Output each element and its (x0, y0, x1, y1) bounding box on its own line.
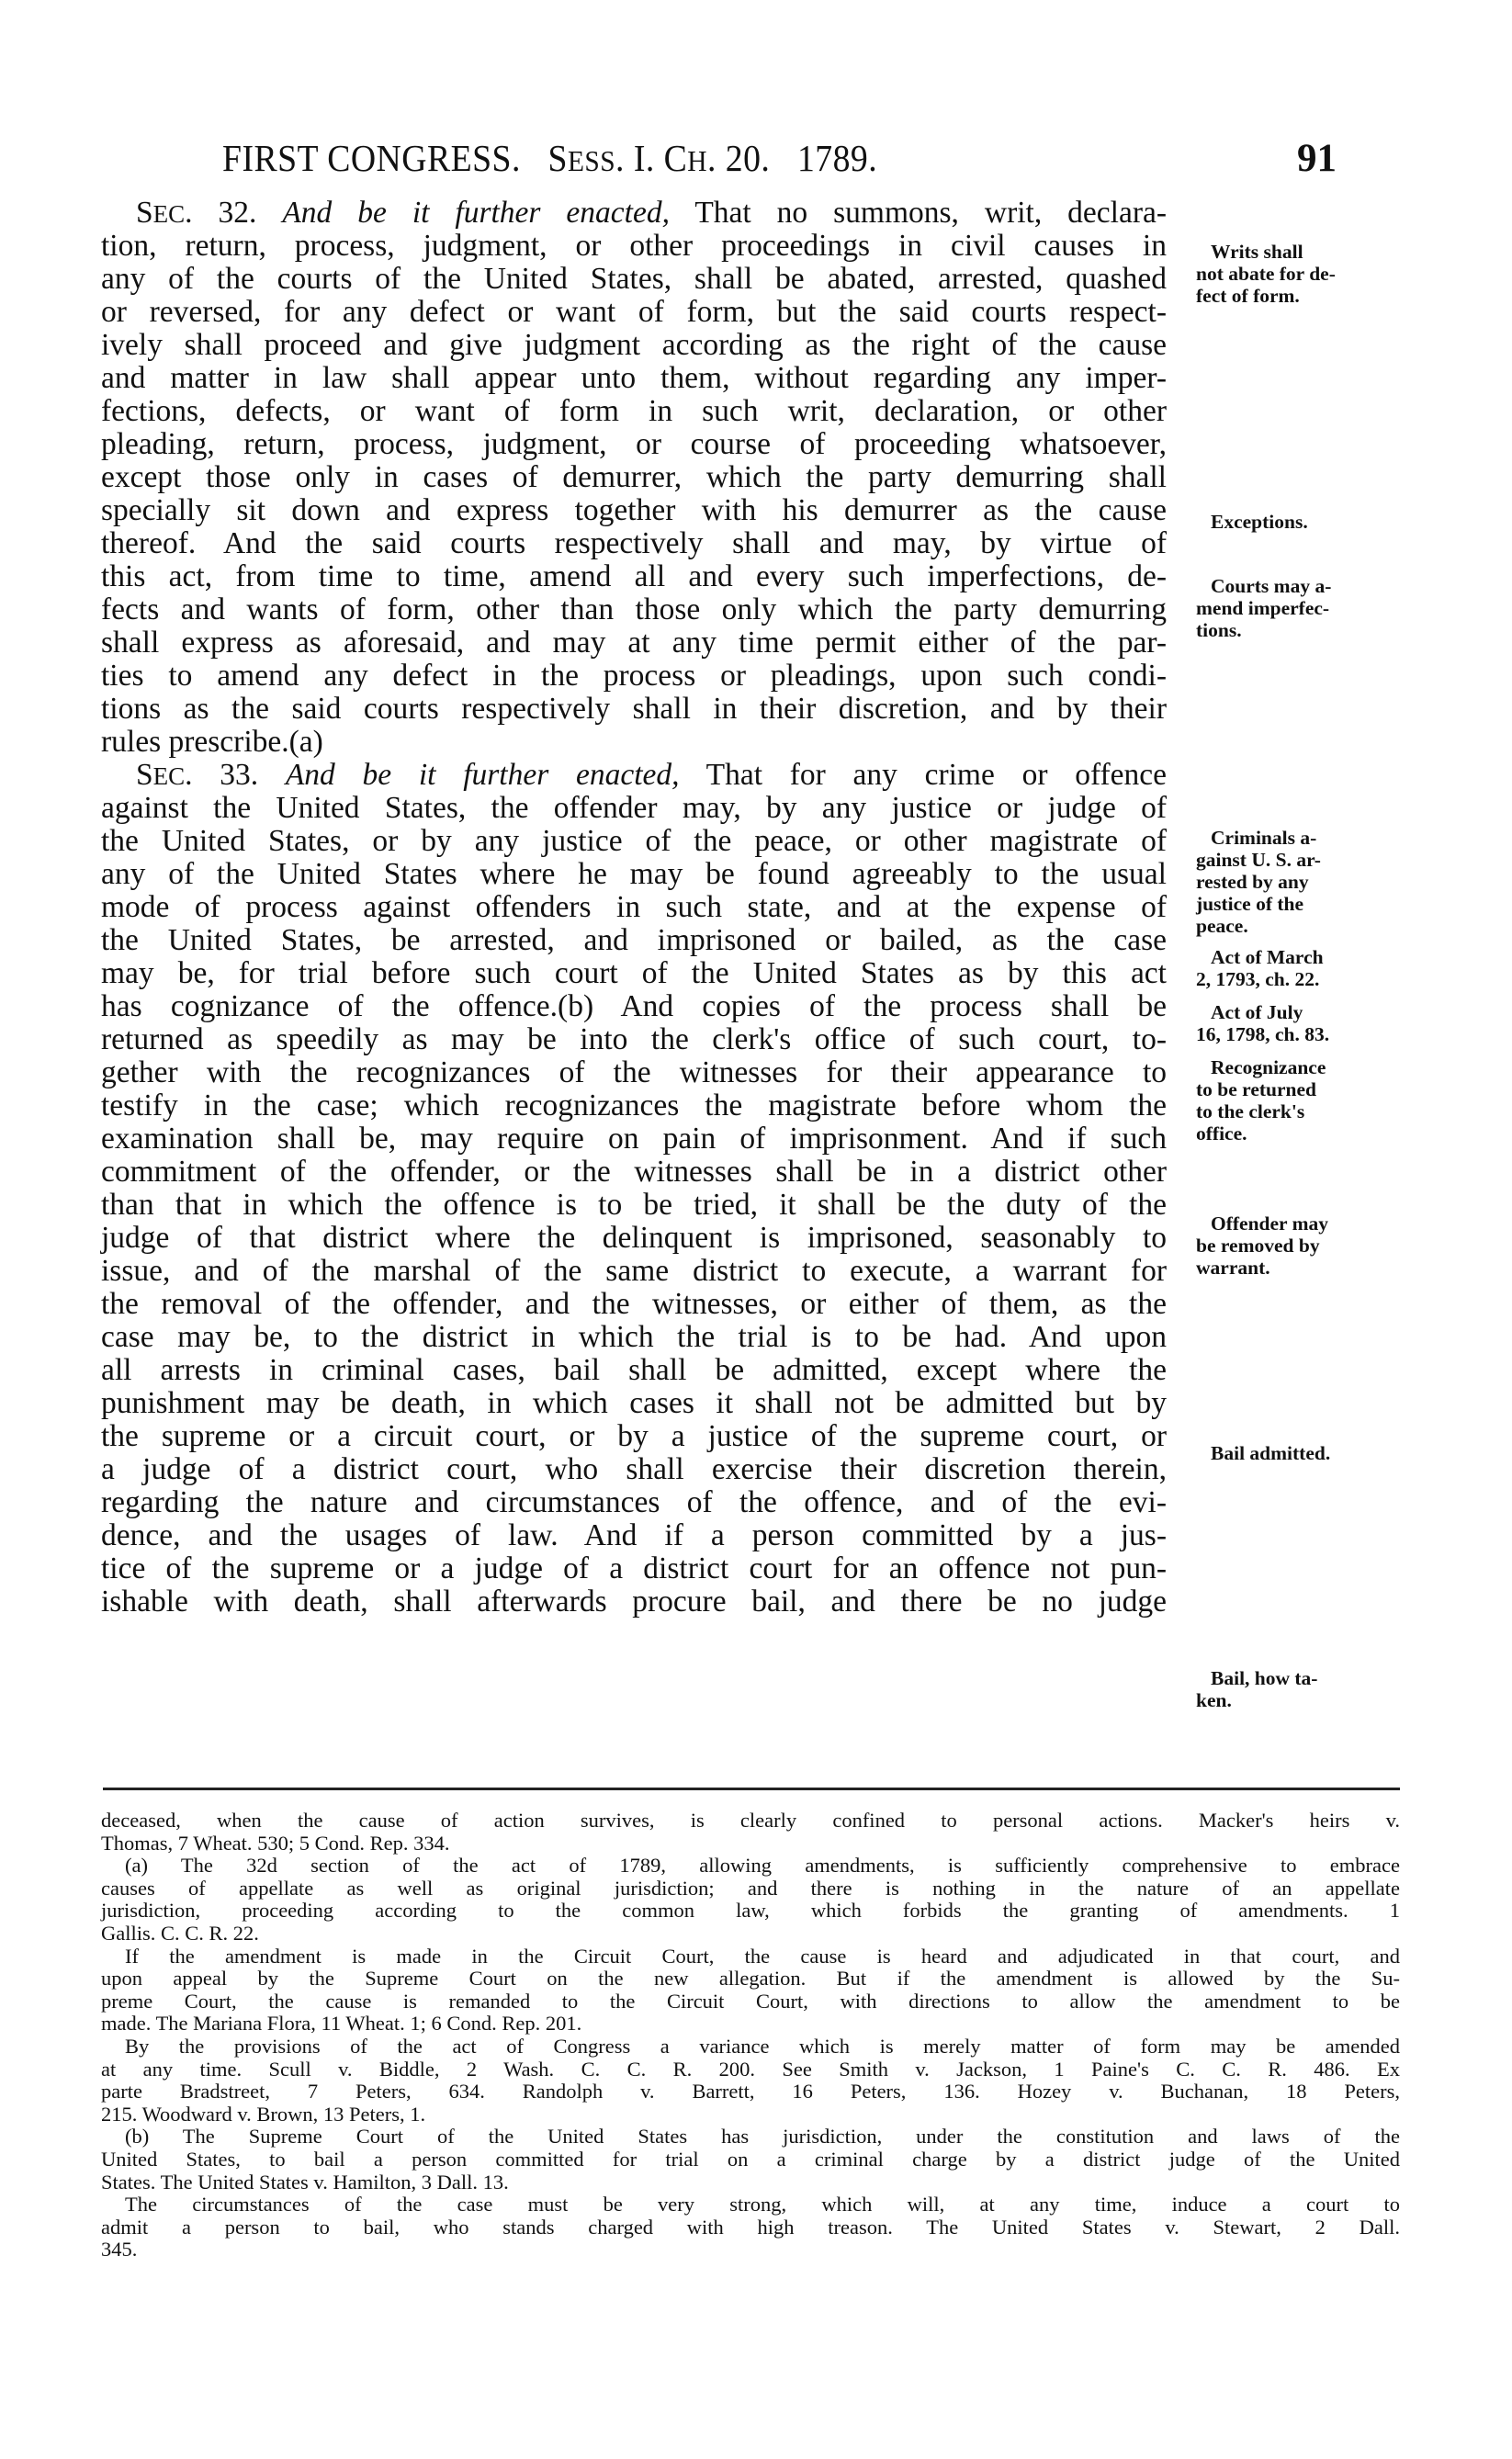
body-line: fections, defects, or want of form in such writ, declaration, or other (101, 394, 1167, 428)
marginal-note-line: Offender may (1211, 1213, 1328, 1235)
marginal-note-line: rested by any (1196, 871, 1309, 893)
footnote-line: upon appeal by the Supreme Court on the new allegation. But if the amendment is allowed by the Su- (101, 1967, 1400, 1991)
marginal-note-line: Bail admitted. (1211, 1442, 1331, 1464)
body-line: tions as the said courts respectively shall in their discretion, and by their (101, 692, 1167, 726)
session-label: SESS. I. (547, 137, 655, 179)
footnote-line: Gallis. C. C. R. 22. (101, 1921, 259, 1945)
body-line: this act, from time to time, amend all and every such imperfections, de- (101, 559, 1167, 593)
body-line: any of the United States where he may be found agreeably to the usual (101, 857, 1167, 891)
sec32-enacting-clause: And be it further enacted, (282, 196, 670, 230)
page-header (0, 136, 1512, 187)
marginal-note-line: Act of March (1211, 946, 1324, 968)
footnote-line: parte Bradstreet, 7 Peters, 634. Randolph v. Barrett, 16 Peters, 136. Hozey v. Buchanan, 18 Peters, (101, 2080, 1400, 2104)
body-line: the supreme or a circuit court, or by a justice of the supreme court, or (101, 1419, 1167, 1453)
body-line: issue, and of the marshal of the same district to execute, a warrant for (101, 1254, 1167, 1288)
body-line: the removal of the offender, and the witnesses, or either of them, as the (101, 1287, 1167, 1321)
body-line: ties to amend any defect in the process or pleadings, upon such condi- (101, 659, 1167, 693)
congress-title: FIRST CONGRESS. (222, 137, 521, 179)
footnote-line: States. The United States v. Hamilton, 3 Dall. 13. (101, 2170, 509, 2194)
footnote-line: causes of appellate as well as original jurisdiction; and there is nothing in the nature of an appellate (101, 1876, 1400, 1900)
footnotes (101, 1810, 1400, 2262)
body-line: except those only in cases of demurrer, which the party demurring shall (101, 460, 1167, 494)
body-line: ively shall proceed and give judgment according as the right of the cause (101, 328, 1167, 362)
marginal-note-line: 2, 1793, ch. 22. (1196, 968, 1320, 990)
marginal-note-line: justice of the (1196, 893, 1304, 915)
body-line: against the United States, the offender may, by any justice or judge of (101, 791, 1167, 825)
footnote-line: The circumstances of the case must be very strong, which will, at any time, induce a court to (125, 2193, 1400, 2216)
body-text (101, 197, 1167, 1619)
marginal-note-line: peace. (1196, 915, 1248, 937)
footnote-line: preme Court, the cause is remanded to the Circuit Court, with directions to allow the amendment to be (101, 1989, 1400, 2013)
marginal-note-line: gainst U. S. ar- (1196, 849, 1321, 871)
marginal-note-line: tions. (1196, 619, 1242, 641)
sec32-first-line: SEC. 32. And be it further enacted, That no summons, writ, declara- (136, 196, 1168, 230)
marginal-note-line: Recognizance (1211, 1056, 1326, 1078)
body-line: and matter in law shall appear unto them, without regarding any imper- (101, 361, 1167, 395)
marginal-note-line: Courts may a- (1211, 575, 1332, 597)
body-line: punishment may be death, in which cases it shall not be admitted but by (101, 1386, 1167, 1420)
page-number: 91 (1297, 137, 1337, 180)
body-line: any of the courts of the United States, shall be abated, arrested, quashed (101, 262, 1167, 296)
body-line: ishable with death, shall afterwards procure bail, and there be no judge (101, 1585, 1167, 1619)
sec33-enacting-clause: And be it further enacted, (285, 758, 680, 792)
marginal-note-line: Exceptions. (1211, 511, 1308, 533)
body-line: pleading, return, process, judgment, or course of proceeding whatsoever, (101, 427, 1167, 461)
marginal-note-bail-admitted (1196, 1442, 1361, 1464)
body-line: case may be, to the district in which the trial is to be had. And upon (101, 1320, 1167, 1354)
marginal-note-courts-amend (1196, 575, 1361, 641)
sec32-label: SEC. 32. (136, 196, 257, 230)
footnote-line: at any time. Scull v. Biddle, 2 Wash. C. C. R. 200. See Smith v. Jackson, 1 Paine's C. C. R. 486. Ex (101, 2057, 1400, 2081)
marginal-note-line: be removed by (1196, 1235, 1320, 1257)
body-line: returned as speedily as may be into the clerk's office of such court, to- (101, 1022, 1167, 1056)
marginal-note-line: not abate for de- (1196, 263, 1336, 285)
footnote-line: made. The Mariana Flora, 11 Wheat. 1; 6 Cond. Rep. 201. (101, 2012, 582, 2036)
body-line: thereof. And the said courts respectively shall and may, by virtue of (101, 526, 1167, 560)
marginal-note-writs (1196, 241, 1361, 307)
footnote-rule (103, 1788, 1400, 1790)
year: 1789. (796, 137, 878, 179)
marginal-note-line: Bail, how ta- (1211, 1667, 1318, 1689)
marginal-note-line: Criminals a- (1211, 827, 1317, 849)
body-line: gether with the recognizances of the witnesses for their appearance to (101, 1055, 1167, 1089)
body-line: mode of process against offenders in such state, and at the expense of (101, 890, 1167, 924)
body-line: the United States, be arrested, and imprisoned or bailed, as the case (101, 923, 1167, 957)
body-line: a judge of a district court, who shall exercise their discretion therein, (101, 1452, 1167, 1486)
body-line: fects and wants of form, other than those only which the party demurring (101, 592, 1167, 626)
marginal-note-line: to be returned (1196, 1078, 1316, 1100)
body-line: testify in the case; which recognizances the magistrate before whom the (101, 1089, 1167, 1122)
marginal-note-line: Act of July (1211, 1001, 1303, 1023)
marginal-note-bail-how (1196, 1667, 1361, 1711)
body-line: all arrests in criminal cases, bail shall be admitted, except where the (101, 1353, 1167, 1387)
footnote-line: (a) The 32d section of the act of 1789, allowing amendments, is sufficiently comprehensive to embrace (125, 1854, 1400, 1878)
marginal-note-offender-removed (1196, 1213, 1361, 1279)
marginal-note-recognizance (1196, 1056, 1361, 1145)
marginal-note-line: 16, 1798, ch. 83. (1196, 1023, 1330, 1045)
marginal-note-line: warrant. (1196, 1257, 1270, 1279)
footnote-line: deceased, when the cause of action survives, is clearly confined to personal actions. Macker's heirs v. (101, 1809, 1400, 1832)
marginal-note-act-july (1196, 1001, 1361, 1045)
marginal-note-line: Writs shall (1211, 241, 1303, 263)
footnote-line: admit a person to bail, who stands charged with high treason. The United States v. Stewart, 2 Dall. (101, 2215, 1400, 2239)
sec32-paragraph (101, 230, 1167, 759)
body-line: rules prescribe.(a) (101, 725, 323, 759)
marginal-note-line: fect of form. (1196, 285, 1300, 307)
footnote-line: 345. (101, 2238, 138, 2262)
footnote-line: United States, to bail a person committed for trial on a criminal charge by a district judge of the United (101, 2147, 1400, 2171)
marginal-note-exceptions (1196, 511, 1361, 533)
footnote-line: Thomas, 7 Wheat. 530; 5 Cond. Rep. 334. (101, 1831, 450, 1855)
body-line: has cognizance of the offence.(b) And copies of the process shall be (101, 989, 1167, 1023)
body-line: the United States, or by any justice of the peace, or other magistrate of (101, 824, 1167, 858)
body-line: examination shall be, may require on pain of imprisonment. And if such (101, 1122, 1167, 1156)
footnote-line: 215. Woodward v. Brown, 13 Peters, 1. (101, 2102, 426, 2126)
footnote-line: (b) The Supreme Court of the United States has jurisdiction, under the constitution and laws of the (125, 2125, 1400, 2149)
body-line: dence, and the usages of law. And if a person committed by a jus- (101, 1518, 1167, 1552)
footnote-line: jurisdiction, proceeding according to the common law, which forbids the granting of amendments. 1 (101, 1899, 1400, 1923)
body-line: may be, for trial before such court of the United States as by this act (101, 956, 1167, 990)
body-line: than that in which the offence is to be tried, it shall be the duty of the (101, 1188, 1167, 1222)
body-line: commitment of the offender, or the witnesses shall be in a district other (101, 1155, 1167, 1189)
marginal-note-line: ken. (1196, 1689, 1232, 1711)
marginal-note-criminals (1196, 827, 1361, 937)
body-line: specially sit down and express together with his demurrer as the cause (101, 493, 1167, 527)
chapter-label: CH. 20. (663, 137, 771, 179)
body-line: regarding the nature and circumstances of the offence, and of the evi- (101, 1485, 1167, 1519)
footnote-line: By the provisions of the act of Congress a variance which is merely matter of form may be amended (125, 2034, 1400, 2058)
sec33-paragraph (101, 792, 1167, 1619)
sec33-first-line: SEC. 33. And be it further enacted, That for any crime or offence (136, 758, 1168, 792)
footnote-line: If the amendment is made in the Circuit Court, the cause is heard and adjudicated in that court, and (125, 1944, 1400, 1968)
running-head (222, 136, 877, 180)
marginal-note-line: to the clerk's (1196, 1100, 1305, 1122)
body-line: shall express as aforesaid, and may at any time permit either of the par- (101, 626, 1167, 660)
body-line: or reversed, for any defect or want of form, but the said courts respect- (101, 295, 1167, 329)
marginal-note-line: mend imperfec- (1196, 597, 1330, 619)
body-line: tion, return, process, judgment, or other proceedings in civil causes in (101, 229, 1167, 263)
body-line: tice of the supreme or a judge of a district court for an offence not pun- (101, 1551, 1167, 1585)
marginal-note-act-march (1196, 946, 1361, 990)
marginal-note-line: office. (1196, 1122, 1247, 1145)
sec33-label: SEC. 33. (136, 758, 259, 792)
body-line: judge of that district where the delinquent is imprisoned, seasonably to (101, 1221, 1167, 1255)
